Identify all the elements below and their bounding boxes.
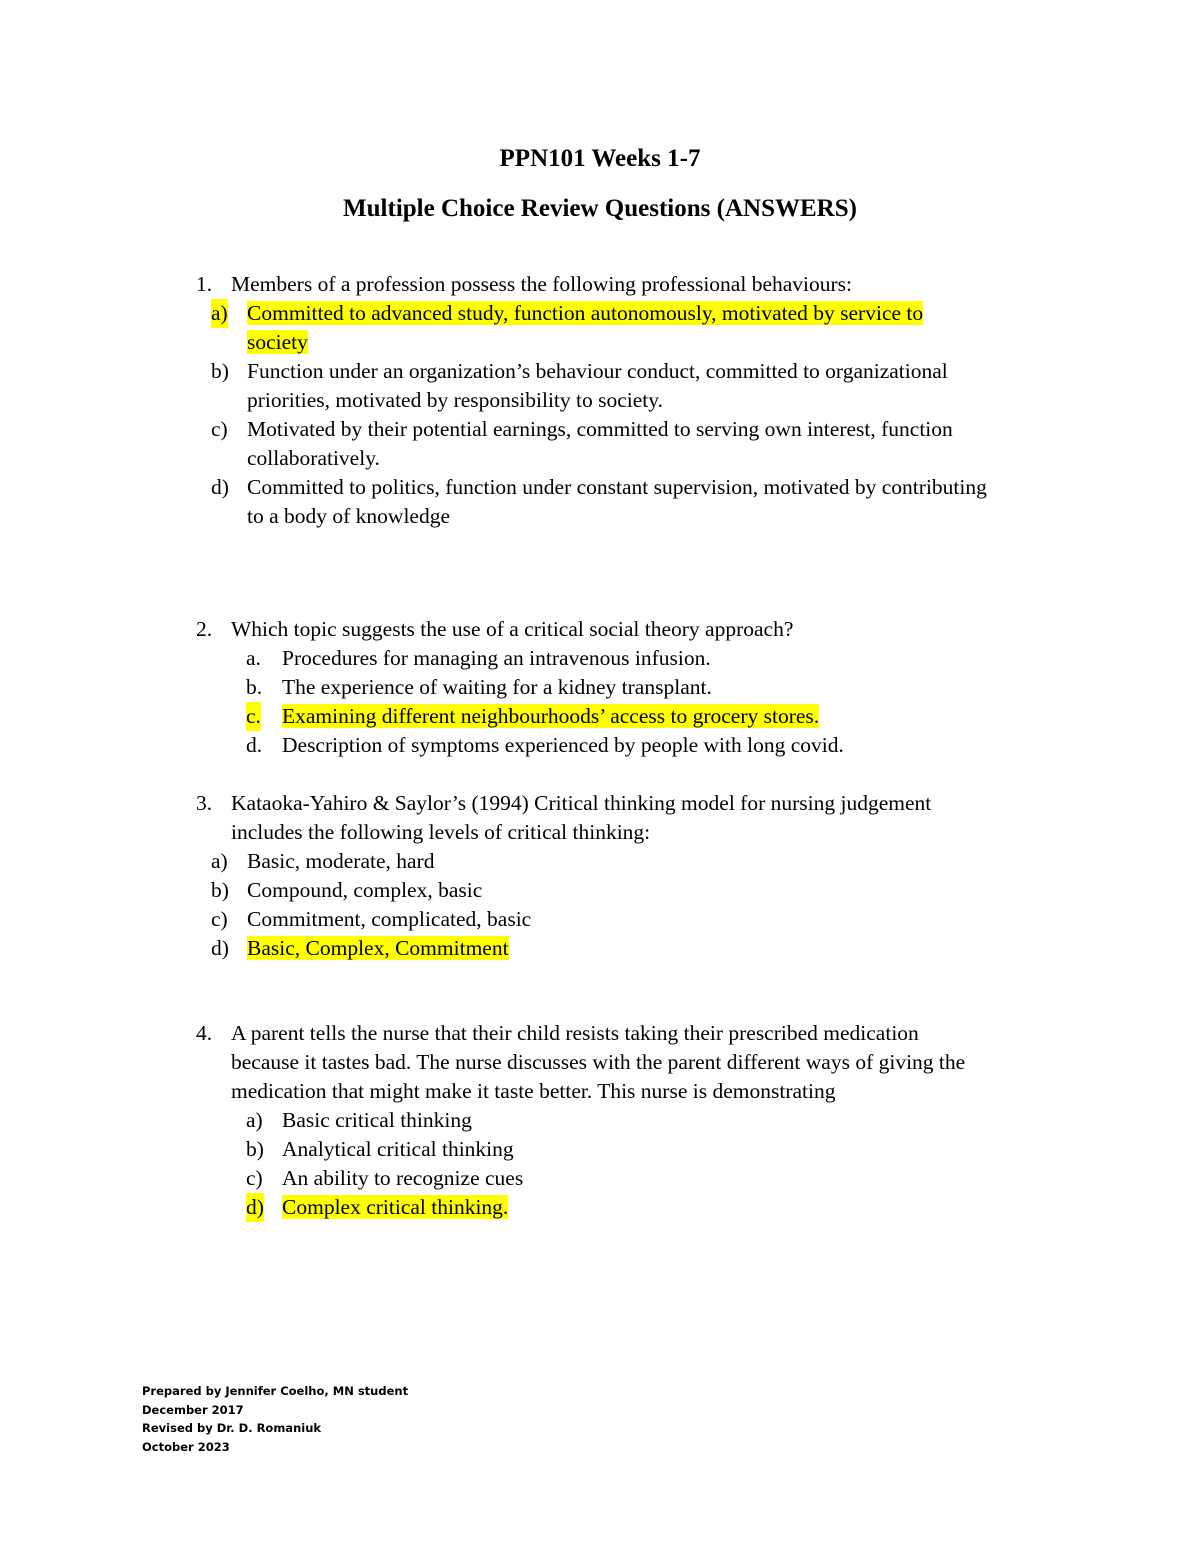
document-footer xyxy=(142,1382,408,1456)
option-label: c) xyxy=(246,1166,263,1190)
question-2-option-a xyxy=(196,644,1102,673)
document-title: PPN101 Weeks 1-7 xyxy=(499,145,701,172)
option-text: Commitment, complicated, basic xyxy=(247,907,532,931)
question-2-option-b xyxy=(196,673,1102,702)
footer-revised-date: October 2023 xyxy=(142,1439,230,1454)
option-label: c) xyxy=(211,907,228,931)
document-subtitle: Multiple Choice Review Questions (ANSWERS) xyxy=(343,195,857,222)
option-label: d) xyxy=(211,936,229,960)
question-text: Which topic suggests the use of a critical social theory approach? xyxy=(231,617,794,641)
question-4-option-a xyxy=(196,1106,1102,1135)
option-label: a. xyxy=(246,646,261,670)
option-text: Analytical critical thinking xyxy=(282,1137,514,1161)
question-number: 1. xyxy=(196,272,213,296)
question-2-option-c xyxy=(196,702,1102,731)
question-1-option-c xyxy=(196,415,1067,473)
option-text: An ability to recognize cues xyxy=(282,1166,524,1190)
option-text: The experience of waiting for a kidney transplant. xyxy=(282,675,712,699)
option-text: Function under an organization’s behaviour conduct, committed to organizational xyxy=(247,359,948,383)
question-1-stem xyxy=(196,270,1081,299)
option-label: b) xyxy=(211,359,229,383)
question-text: A parent tells the nurse that their child resists taking their prescribed medication xyxy=(231,1021,919,1045)
question-number: 2. xyxy=(196,617,213,641)
option-text: Procedures for managing an intravenous infusion. xyxy=(282,646,711,670)
question-text-cont: because it tastes bad. The nurse discusses with the parent different ways of giving the xyxy=(231,1050,966,1074)
option-text: Basic critical thinking xyxy=(282,1108,472,1132)
option-text-correct: Complex critical thinking. xyxy=(282,1195,509,1219)
question-3-option-b xyxy=(196,876,1067,905)
question-2 xyxy=(196,615,1102,760)
question-4-option-b xyxy=(196,1135,1102,1164)
option-text-correct: Basic, Complex, Commitment xyxy=(247,936,509,960)
option-text: Basic, moderate, hard xyxy=(247,849,435,873)
question-4 xyxy=(196,1019,1102,1222)
option-label: c. xyxy=(246,702,261,731)
option-label: c) xyxy=(211,417,228,441)
option-text: Committed to politics, function under constant supervision, motivated by contributing xyxy=(247,475,987,499)
option-text: Motivated by their potential earnings, committed to serving own interest, function xyxy=(247,417,953,441)
question-1-option-a xyxy=(196,299,1067,357)
question-2-stem xyxy=(196,615,1081,644)
question-4-option-c xyxy=(196,1164,1102,1193)
question-text-cont: includes the following levels of critical thinking: xyxy=(231,820,651,844)
question-4-stem xyxy=(196,1019,1081,1106)
option-text-correct-cont: society xyxy=(247,330,308,354)
option-text: Description of symptoms experienced by people with long covid. xyxy=(282,733,844,757)
footer-revised-by: Revised by Dr. D. Romaniuk xyxy=(142,1421,322,1435)
question-3-stem xyxy=(196,789,1081,847)
option-label: d) xyxy=(211,475,229,499)
option-label: d) xyxy=(246,1193,264,1222)
option-label: b) xyxy=(211,878,229,902)
option-label: a) xyxy=(211,299,228,328)
option-text: Compound, complex, basic xyxy=(247,878,483,902)
question-4-option-d xyxy=(196,1193,1102,1222)
question-1 xyxy=(196,270,1081,531)
option-label: b. xyxy=(246,675,263,699)
option-label: a) xyxy=(211,849,228,873)
option-label: b) xyxy=(246,1137,264,1161)
option-text-correct: Committed to advanced study, function autonomously, motivated by service to xyxy=(247,301,924,325)
footer-prepared-by: Prepared by Jennifer Coelho, MN student xyxy=(142,1384,409,1398)
option-label: a) xyxy=(246,1108,263,1132)
option-text-cont: to a body of knowledge xyxy=(247,504,451,528)
question-2-option-d xyxy=(196,731,1102,760)
question-3-option-a xyxy=(196,847,1067,876)
question-3 xyxy=(196,789,1081,963)
question-3-option-d xyxy=(196,934,1067,963)
question-text-cont: medication that might make it taste better. This nurse is demonstrating xyxy=(231,1079,836,1103)
question-3-option-c xyxy=(196,905,1067,934)
footer-prepared-date: December 2017 xyxy=(142,1402,244,1417)
question-text: Kataoka-Yahiro & Saylor’s (1994) Critical thinking model for nursing judgement xyxy=(231,791,932,815)
question-number: 3. xyxy=(196,791,213,815)
option-text-cont: priorities, motivated by responsibility to society. xyxy=(247,388,664,412)
question-1-option-b xyxy=(196,357,1067,415)
question-1-option-d xyxy=(196,473,1067,531)
question-text: Members of a profession possess the following professional behaviours: xyxy=(231,272,853,296)
option-label: d. xyxy=(246,733,263,757)
option-text-cont: collaboratively. xyxy=(247,446,380,470)
option-text-correct: Examining different neighbourhoods’ access to grocery stores. xyxy=(282,704,820,728)
question-number: 4. xyxy=(196,1021,213,1045)
